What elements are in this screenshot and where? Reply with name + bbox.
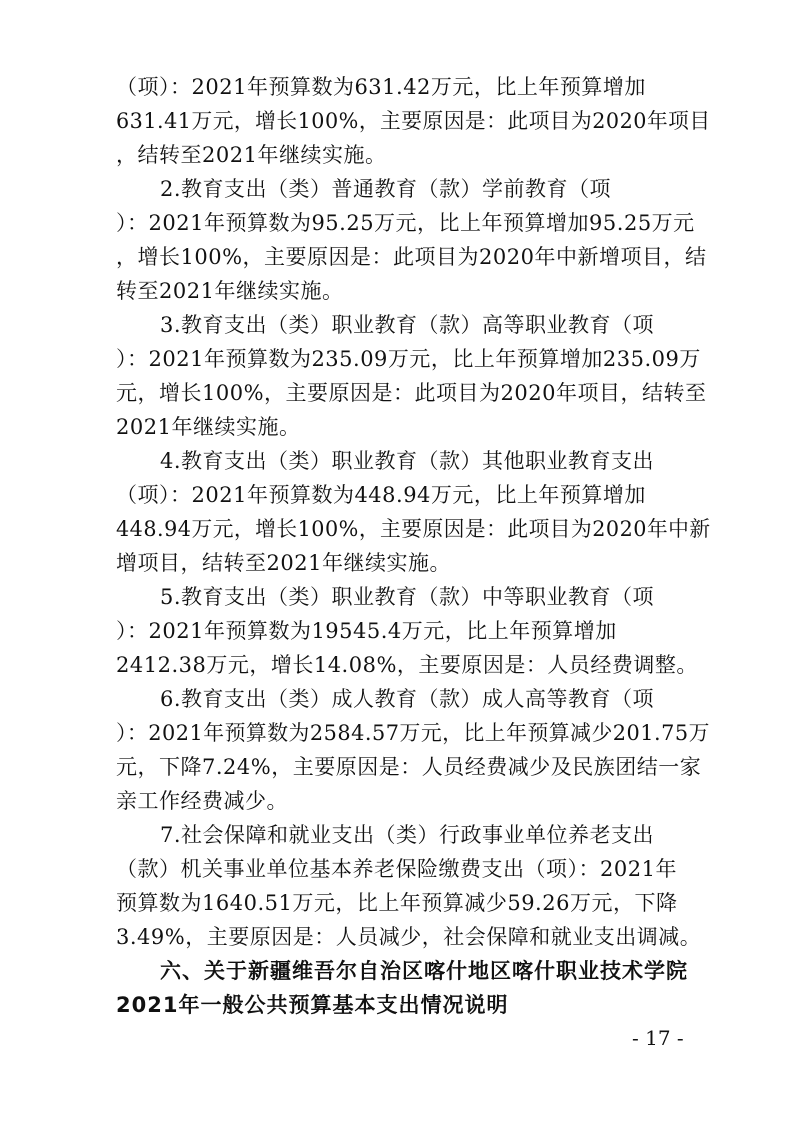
text-line: ，增长100%，主要原因是：此项目为2020年中新增项目，结 [116, 245, 707, 269]
text-line: 元，下降7.24%，主要原因是：人员经费减少及民族团结一家 [116, 755, 702, 779]
item-5-heading: 5.教育支出（类）职业教育（款）中等职业教育（项 [160, 585, 655, 609]
text-line: 元，增长100%，主要原因是：此项目为2020年项目，结转至 [116, 381, 707, 405]
text-line: （款）机关事业单位基本养老保险缴费支出（项）：2021年 [116, 857, 677, 881]
text-line: 亲工作经费减少。 [116, 789, 288, 813]
item-3-heading: 3.教育支出（类）职业教育（款）高等职业教育（项 [160, 313, 655, 337]
text-line: ）：2021年预算数为95.25万元，比上年预算增加95.25万元 [116, 211, 695, 235]
text-line: 631.41万元，增长100%，主要原因是：此项目为2020年项目 [116, 109, 711, 133]
item-4-heading: 4.教育支出（类）职业教育（款）其他职业教育支出 [160, 449, 655, 473]
text-line: ，结转至2021年继续实施。 [116, 143, 387, 167]
text-line: 2021年继续实施。 [116, 415, 301, 439]
section-heading-line-1: 六、关于新疆维吾尔自治区喀什地区喀什职业技术学院 [160, 959, 688, 983]
text-line: ）：2021年预算数为2584.57万元，比上年预算减少201.75万 [116, 721, 710, 745]
text-line: 增项目，结转至2021年继续实施。 [116, 551, 451, 575]
text-line: 448.94万元，增长100%，主要原因是：此项目为2020年中新 [116, 517, 711, 541]
item-7-heading: 7.社会保障和就业支出（类）行政事业单位养老支出 [160, 823, 655, 847]
text-line: 3.49%，主要原因是：人员减少，社会保障和就业支出调减。 [116, 925, 702, 949]
text-line: （项）：2021年预算数为631.42万元，比上年预算增加 [116, 75, 646, 99]
page-number: - 17 - [632, 1026, 684, 1050]
section-heading-line-2: 2021年一般公共预算基本支出情况说明 [116, 993, 509, 1017]
text-line: 转至2021年继续实施。 [116, 279, 344, 303]
text-line: ）：2021年预算数为235.09万元，比上年预算增加235.09万 [116, 347, 701, 371]
text-line: 预算数为1640.51万元，比上年预算减少59.26万元，下降 [116, 891, 678, 915]
text-line: ）：2021年预算数为19545.4万元，比上年预算增加 [116, 619, 617, 643]
item-2-heading: 2.教育支出（类）普通教育（款）学前教育（项 [160, 177, 612, 201]
item-6-heading: 6.教育支出（类）成人教育（款）成人高等教育（项 [160, 687, 655, 711]
text-line: （项）：2021年预算数为448.94万元，比上年预算增加 [116, 483, 646, 507]
text-line: 2412.38万元，增长14.08%，主要原因是：人员经费调整。 [116, 653, 698, 677]
